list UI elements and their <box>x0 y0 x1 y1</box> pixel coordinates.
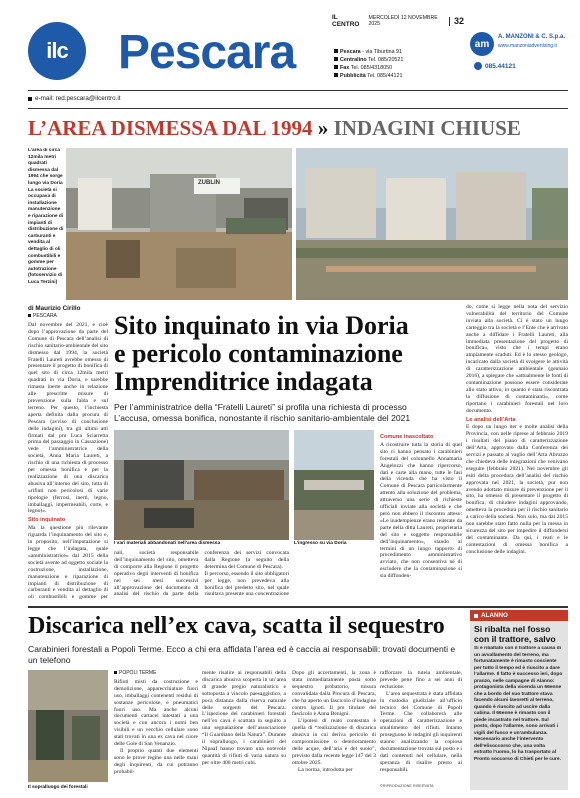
article2-col4 <box>380 670 462 782</box>
ad-site: www.manzoniadvertising.it <box>498 43 557 49</box>
square-icon <box>28 314 31 317</box>
article2-standfirst: Carabinieri forestali a Popoli Terme. Ecco a chi era affidata l’area ed è caccia ai responsabili: trovati documenti e un telefono <box>28 644 456 665</box>
byline-author: di Maurizio Cirillo <box>28 305 81 312</box>
contact-row: Pescara - via Tiburtina 91 <box>334 48 464 56</box>
caption-materials: I vari materiali abbandonati nell’area dismessa <box>114 541 221 546</box>
square-icon <box>334 73 338 77</box>
paragraph: Dopo gli accertamenti, la zona è stata immediatamente posta sotto sequestro probatorio, misura convalidata dalla Procura di Pescara, che ha aperto un fascicolo d’indagine contro ignoti. Il pm titolare del fascicolo è Anna Benigni. <box>292 670 376 718</box>
section-rule <box>28 606 568 608</box>
sign-zublin: ZUBLIN <box>198 180 220 186</box>
paper-logo <box>28 22 86 80</box>
issue-date: MERCOLEDÌ 12 NOVEMBRE 2025 <box>368 15 438 27</box>
page-number: 32 <box>454 16 465 26</box>
paragraph: L’ipotesi di reato contestata è quella di “realizzazione di discarica abusiva in cui deriva pericolo di compromissione o deterioramento delle acque, dell’aria e del suolo”, previsto dalla recente legge 147 del 3 ottobre 2025. <box>292 718 376 766</box>
standfirst <box>114 402 454 423</box>
paragraph: A ricostruire tutta la storia di quel sito ci hanno pensato i carabinieri forestali del colonnello Annamaria Angelozzi che hanno ripercorso, dati e carte alla mano, tutte le fasi della vicenda che ha visto il Comune di Pescara particolarmente attento alla soluzione del problema, attraverso una serie di richieste ufficiali inviate alla società e che però non ebbero il riscontro atteso: «Le inadempienze erano reiterate da parte della ditta Laureti, proprietaria del sito e soggetto responsabile dell’inquinamento», stando ai termini di un lungo rapporto di procedimento amministrativo avviato, che non consentiva né di escludere che la contaminazione si sia diffonden- <box>380 441 462 580</box>
article2-place: POPOLI TERME <box>114 670 198 677</box>
ad-name: A. MANZONI & C. S.p.a. <box>498 34 566 40</box>
phone-icon <box>474 62 482 70</box>
headline-line1: Sito inquinato in via Doria <box>114 311 409 340</box>
photo-materials-art <box>114 430 289 540</box>
main-photo-right-art <box>296 148 568 300</box>
caption-inspection: Il sopralluogo dei forestali <box>28 785 88 790</box>
kicker-part2: INDAGINI CHIUSE <box>333 116 521 140</box>
standfirst-line2: L’accusa, omessa bonifica, nonostante il rischio sanitario-ambientale del 2021 <box>114 412 411 423</box>
header-rule <box>28 90 568 91</box>
sidebar-headline: Si ribalta nel fosso con il trattore, salvo <box>474 624 556 644</box>
paper-name: IL CENTRO <box>332 14 360 28</box>
square-icon <box>114 671 117 674</box>
article1-col4 <box>466 304 568 602</box>
photo-entrance-art <box>294 430 374 540</box>
paragraph: E dopo un lungo iter e molte analisi della Provincia, con nelle riprese al febbraio 2019 i risultati del piano di caratterizzazione dell’Arta, approvato dalla Conferenza dei servizi e passato al vaglio dell’Arta Abruzzo che chiedeva delle integrazioni che venivano eseguite (febbraio 2021). Nel novembre gli esiti della procedura dell’analisi del rischio approvata nel 2021, la società, pur non avendo adottato misure di prevenzione per il sito, ha omesso di presentare il progetto di bonifica, di chiudere indagini approvando, ometteva la procedura per il rischio sanitario a carico della società. Non solo, ma dal 2015 non sarebbe stato fatto nulla per la messa in sicurezza del sito per impedire il diffondersi del contaminante. Da qui, i reati e le contestazioni di omessa bonifica a conclusione delle indagini. <box>466 424 568 555</box>
article1-col1 <box>28 322 108 600</box>
square-icon <box>474 614 478 618</box>
subhead: Sito inquinato <box>28 517 66 524</box>
paragraph: nali, società responsabile dell’inquinamento del sito, ometteva di comporre alla Regione il progetto operativo degli interventi di bonifica nei sei mesi successivi all’approvazione del documento di analisi del rischio da parte della conferenza dei servizi convocata dalla Regione (a seguito della determina del Comune di Pescara). <box>114 550 289 598</box>
kicker-arrows: » <box>317 116 329 140</box>
photo-entrance <box>294 430 374 540</box>
photo-inspection-art <box>28 670 108 782</box>
square-icon <box>334 57 338 61</box>
main-photo-left-art <box>66 148 292 300</box>
contact-row: Centralino Tel. 085/20521 <box>334 56 464 64</box>
kicker-part1: L’AREA DISMESSA DAL 1994 <box>28 116 313 140</box>
sidebar-tag: ALANNO <box>470 610 568 621</box>
ad-phone: 085.44121 <box>485 62 516 70</box>
paragraph: Dal novembre del 2021, e cioè dopo l’approvazione da parte del Comune di Pescara dell’analisi di rischio sanitario-ambientale del sito dismesso dal 1994, la società Fratelli Laureti avrebbe omesso di presentare il progetto di bonifica di quel sito di circa 12mila metri quadrati in via Doria, e sarebbe rimasta inerte anche in relazione alle prescritte misure di prevenzione sulla falda e sul terreno. Per questo, l’inchiesta aperta definita dalla procura di Pescara (avviso di conclusione delle indagini), tra gli ultimi atti firmati dal pm Luca Sciarretta prima del passaggio in Cassazione) vede l’amministratrice della società, Anna Maria Laureti, a rischio di una richiesta di processo per omessa bonifica e per la realizzazione di una discarica abusiva all’interno del sito, tutta di «rifiuti non pericolosi di varie tipologie (ferrosi, inerti, legno, imballaggi, impermeabili, corte, e legno)». <box>28 322 108 515</box>
logo-text: ilc <box>46 38 68 63</box>
photo-materials <box>114 430 289 540</box>
main-photo-right <box>296 148 568 300</box>
paragraph: Ma la questione più rilevante riguarda l’inquinamento del sito e, in proposito, nell’imputazione si legge che l’indagata, quale «amministratrice» dal 2015 della società avente ad oggetto sociale la costruzione, installazione, manutenzione e riparazione di impianti di distribuzione di carburanti e vendita al dettaglio di oli combustibili e gomme per <box>28 525 108 600</box>
copyright: ©RIPRODUZIONE RISERVATA <box>380 784 434 788</box>
paragraph: La norma, introdotta per <box>298 766 353 773</box>
email-line <box>28 95 121 102</box>
headline-line3: Imprenditrice indagata <box>114 367 373 396</box>
article2-col1 <box>114 670 198 790</box>
subhead: Le analisi dell’Arta <box>466 416 516 423</box>
photo-caption-left: L’area di circa 12mila metri quadrati dismessa dal 1994 che sorge lungo via Doria La società si occupava di installazione manutenzione e riparazione di impianti di distribuzione di carburanti e vendita al dettaglio di oli combustibili e gomme per autotrazione (fotoservizio di Luca Terzini) <box>28 148 64 285</box>
paragraph: L’area sequestrata è stata affidata in custodia giudiziale all’ufficio tecnico del Comune di Popoli Terme. Che collaborerà alle operazioni di caratterizzazione e smaltimento dei rifiuti. Intanto proseguono le indagini gli inquirenti stanno analizzando la copiosa documentazione trovata sul posto e i dati contenuti nel cellulare, nella speranza di risalire presto ai responsabili. <box>380 690 462 773</box>
caption-entrance: L’ingresso su via Doria <box>294 541 347 546</box>
kicker <box>28 116 521 140</box>
section-title: Pescara <box>118 26 296 79</box>
ad-logo-text: am <box>474 38 490 50</box>
square-icon <box>334 65 338 69</box>
article1-col3 <box>380 434 462 602</box>
headline-line2: e pericolo contaminazione <box>114 339 403 368</box>
ad-logo <box>470 32 494 56</box>
ad-box <box>470 28 568 82</box>
article2-headline: Discarica nell’ex cava, scatta il sequestro <box>28 613 445 639</box>
byline-place: PESCARA <box>28 313 108 320</box>
sidebar-text: Si è ribaltato con il trattore a causa di un avvallamento del terreno, ma fortunatamente è rimasto cosciente per tutto il tempo ed è riuscito a dare l’allarme. Il fatto è successo ieri, dopo pranzo, nelle campagne di Alanno: protagonista della vicenda un 66enne che a bordo del suo trattore stava facendo alcuni lavoretti al terreno, quando è riuscito ad uscire dalla cabina. Il 66enne è rimasto con il piede incastrato nel trattore. Sul posto, dopo l’allarme, sono arrivati i vigili del fuoco e un’ambulanza. Necessario anche l’intervento dell’elisoccorso che, una volta estratto l’uomo, lo ha trasportato al Pronto soccorso di Chieti per le cure. <box>474 646 563 762</box>
article1-col2 <box>114 550 289 602</box>
subhead: Comune inascoltato <box>380 434 434 440</box>
sidebar-box <box>470 610 568 790</box>
byline <box>28 305 108 320</box>
paragraph: Il proprio quanti due elementi sono le prove regine una nelle mani degli inquirenti, da cui potranno probabil- <box>114 747 198 775</box>
main-photo-left <box>66 148 292 300</box>
article2-col3 <box>292 670 376 790</box>
contact-row: Pubblicità Tel. 085/44121 <box>334 72 464 80</box>
paragraph: mente risalire ai responsabili della discarica abusiva scoperta in un’area di grande pregio naturalistico e sottoposta a vincolo paesaggistico, a poca distanza dalla riserva naturale delle sorgenti del Pescara. L’ispezione dei carabinieri forestali nell’ex cava è scattata in seguito a una segnalazione dell’associazione “Il Guardiano della Natura”. Durante il sopralluogo, i carabinieri del Nipaaf hanno trovato una notevole quantità di rifiuti di varia natura su per oltre 400 metri cubi. <box>202 670 286 766</box>
standfirst-line1: Per l’amministratrice della “Fratelli Laureti” si profila una richiesta di processo <box>114 402 407 412</box>
folio-bar <box>332 14 464 28</box>
paragraph: do, come si legge nella nota del servizio vulnerabilità del territorio del Comune inviata alla società. Ci è stato un lungo carteggio tra la società e l’Ente che è arrivato anche a diffidare i Fratelli Laureti, alla immediata presentazione del progetto di bonifica», visto che i tempi erano ampiamente scaduti. Ed è lo stesso geologo, incaricato dalla società di svolgere le attività di caratterizzazione ambientale (gennaio 2016), a spiegare che «attualmente le fonti di contaminazione possono essere considerate allo stato attivo, in quanto è stata riscontrata la diffusione di contaminanti», come riportano i carabinieri forestali nel loro documento. <box>466 304 568 414</box>
contacts-list <box>334 48 464 80</box>
page-header <box>28 14 568 88</box>
photo-inspection <box>28 670 108 782</box>
email: e-mail: red.pescara@ilcentro.it <box>35 95 121 102</box>
square-icon <box>334 49 338 53</box>
ad-phone-row <box>474 62 516 70</box>
main-headline <box>114 312 454 396</box>
square-icon <box>28 97 32 101</box>
paragraph: Rifiuti misti da costruzione e demolizione, apparecchiature fuori uso, imballaggi contenenti residui di sostanze pericolose, e pneumatici fuori uso. Ma anche alcuni documenti cartacei intestati a una società e con ancora i nomi ben visibili e un vecchio cellulare sono stati trovati in una ex cava nel cuore delle Gole di San Venanzio. <box>114 678 198 748</box>
paragraph: Il percorso, essendo il sito obbligatori per legge, non prevedeva alla bonifica del predetto sito, nel quale risultava presente una concentrazione <box>204 570 289 598</box>
paragraph: rafforzare la tutela ambientale, prevede pene fino a sei anni di reclusione. <box>380 670 462 690</box>
contact-row: Fax Tel. 085/4318050 <box>334 64 464 72</box>
header-rule-2 <box>28 108 568 109</box>
article2-col2 <box>202 670 286 790</box>
